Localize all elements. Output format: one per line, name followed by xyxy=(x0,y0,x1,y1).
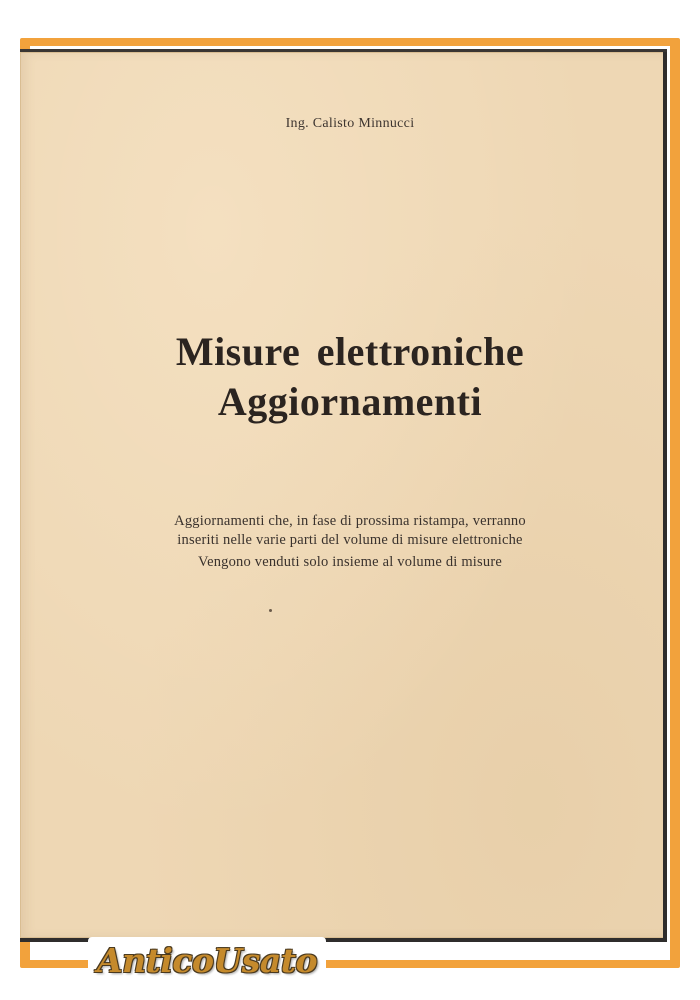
watermark-logo xyxy=(88,937,326,983)
book-title-line-2: Aggiornamenti xyxy=(217,379,483,424)
author-name: Ing. Calisto Minnucci xyxy=(285,116,415,131)
book-cover xyxy=(20,52,664,938)
book-title-line-1: Misure elettroniche xyxy=(175,329,525,374)
watermark-logo-text: AnticoUsato xyxy=(97,940,317,980)
description-line-1: Aggiornamenti che, in fase di prossima ristampa, verranno xyxy=(174,513,526,529)
paper-speck xyxy=(269,609,272,612)
book-edge-right xyxy=(663,52,667,938)
description-line-3: Vengono venduti solo insieme al volume di misure xyxy=(198,554,502,570)
description-line-2: inseriti nelle varie parti del volume di misure elettroniche xyxy=(177,532,523,548)
